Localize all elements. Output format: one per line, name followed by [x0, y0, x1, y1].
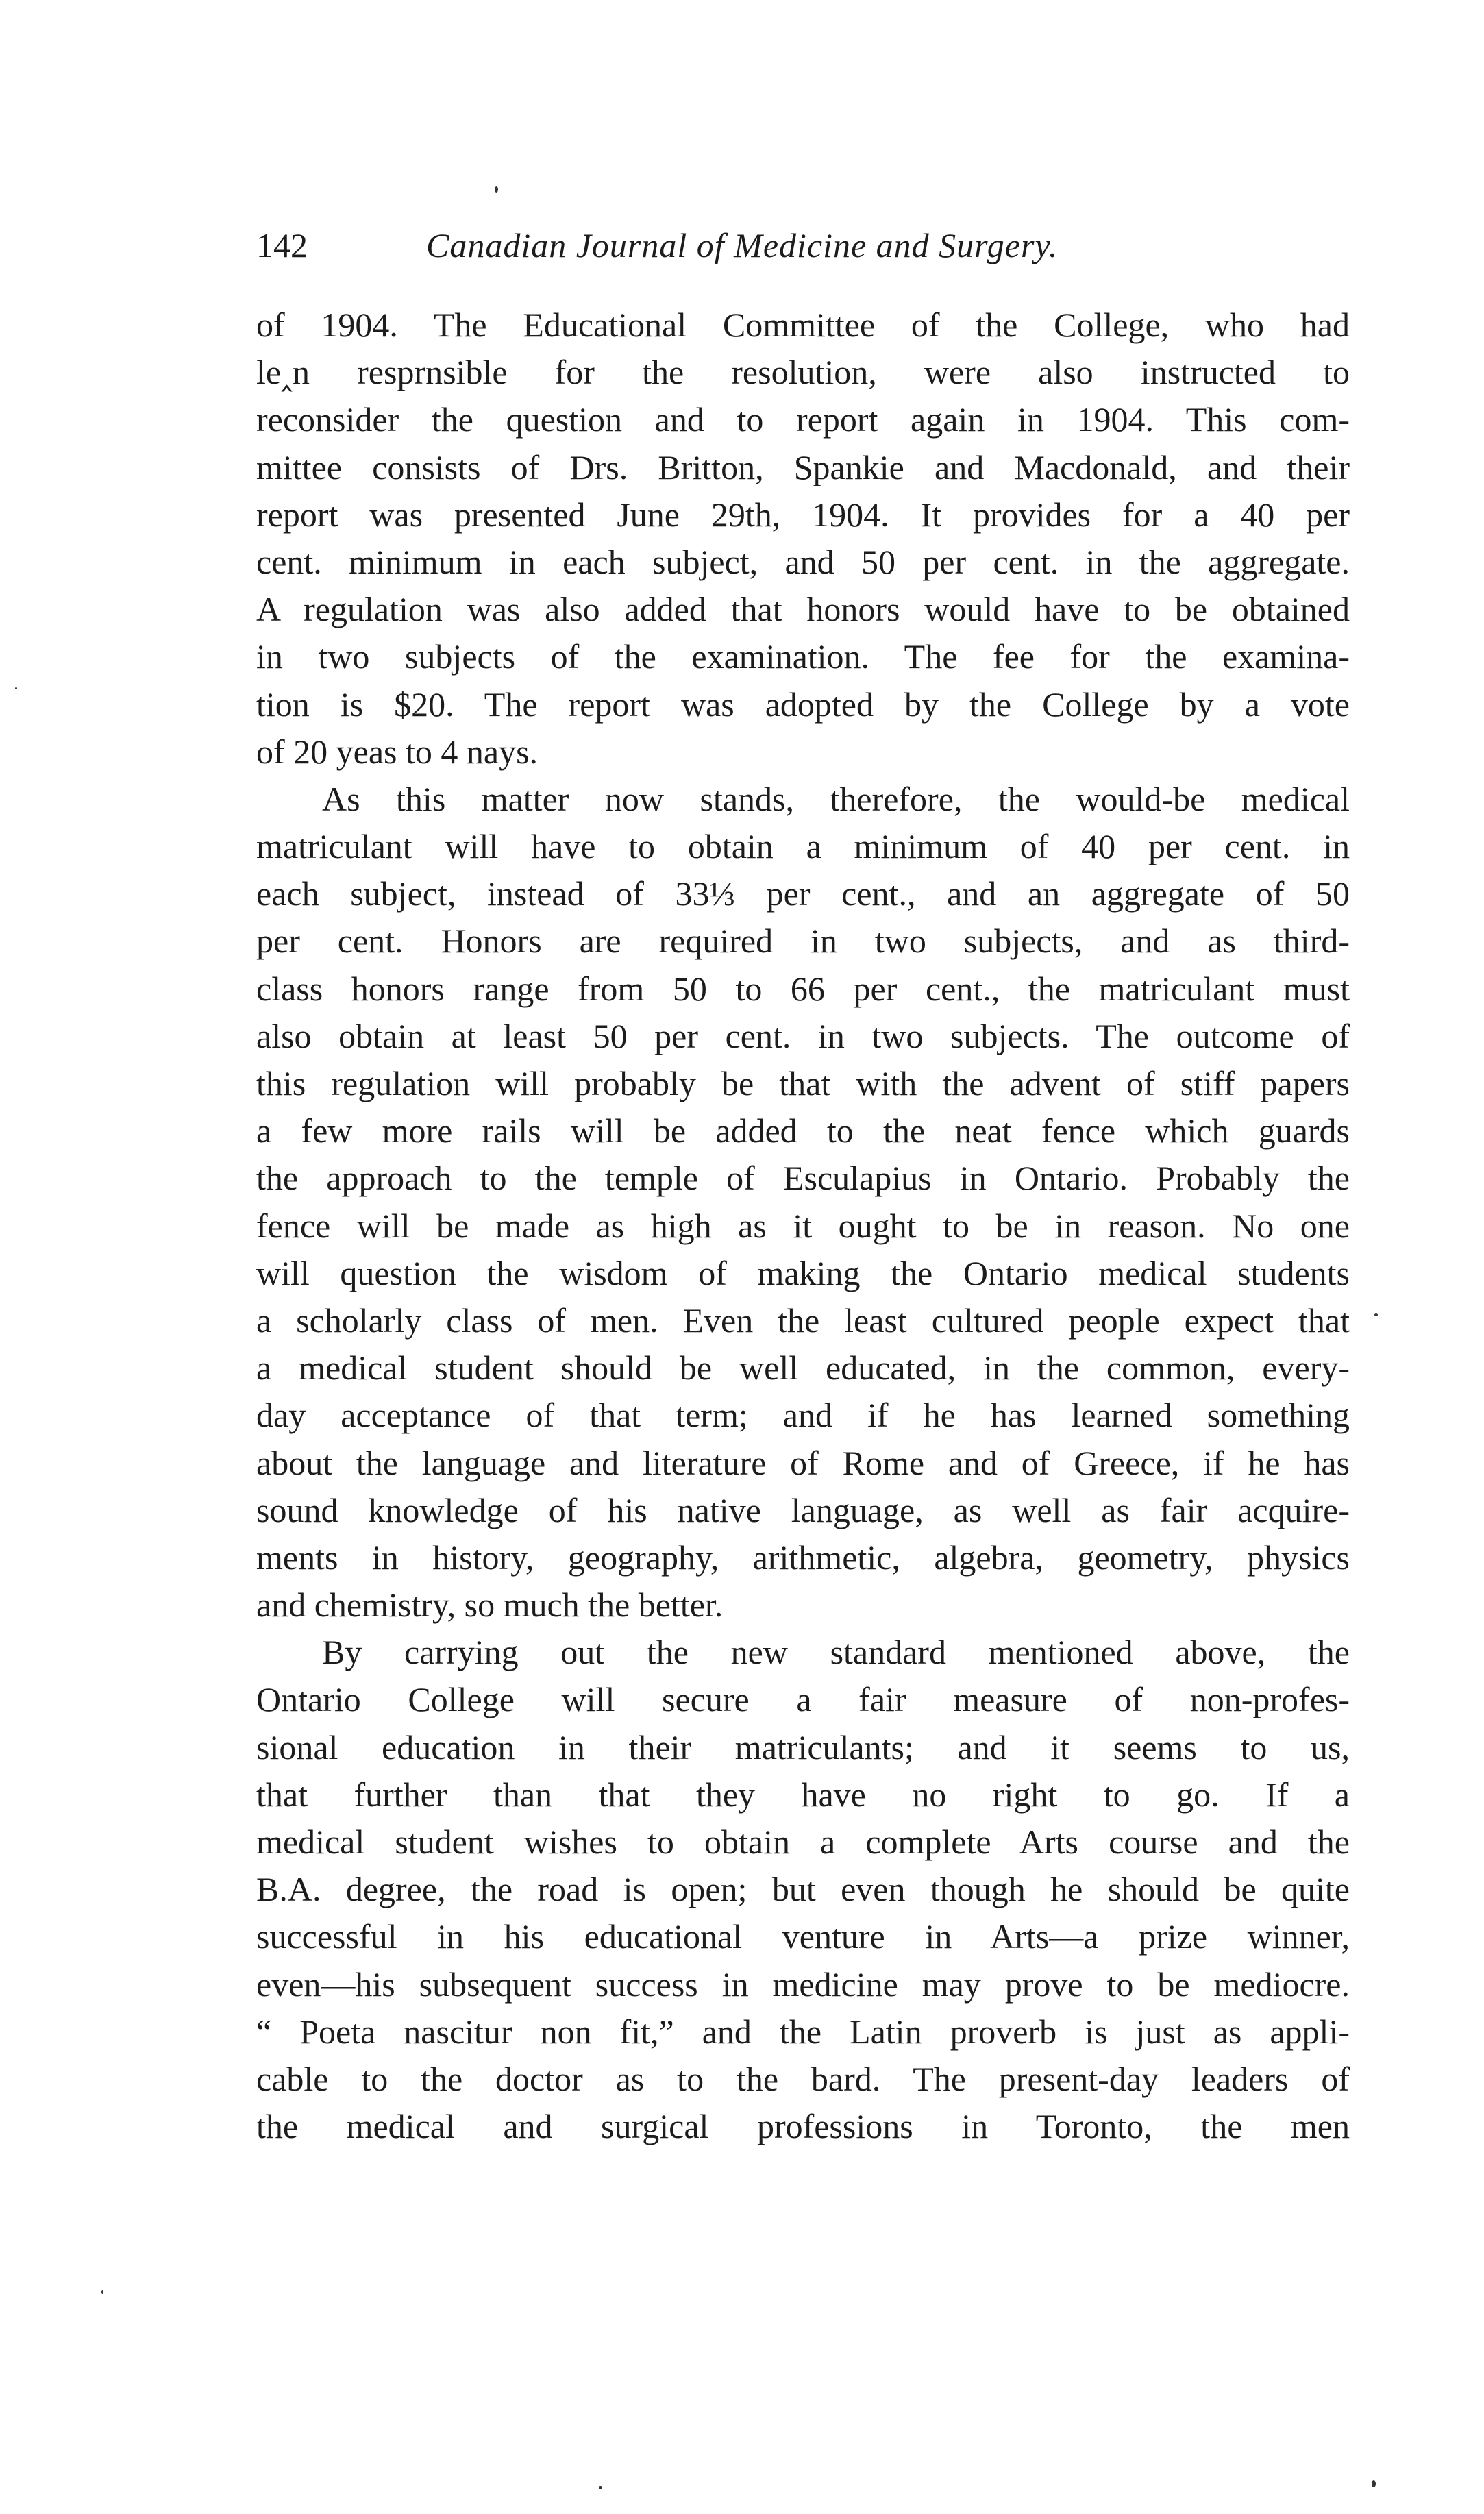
- text-line: medical student wishes to obtain a complete Arts course and the: [256, 1823, 1350, 1861]
- text-line: By carrying out the new standard mentioned above, the: [322, 1633, 1350, 1672]
- text-line: of 1904. The Educational Committee of the College, who had: [256, 306, 1350, 344]
- text-line: successful in his educational venture in Arts—a prize winner,: [256, 1917, 1350, 1956]
- text-line: the approach to the temple of Esculapius in Ontario. Probably the: [256, 1159, 1350, 1198]
- text-line: each subject, instead of 33⅓ per cent., and an aggregate of 50: [256, 874, 1350, 913]
- text-line: that further than that they have no right to go. If a: [256, 1775, 1350, 1814]
- text-line: Ontario College will secure a fair measure of non-profes-: [256, 1680, 1350, 1719]
- text-line: As this matter now stands, therefore, the would-be medical: [322, 779, 1350, 818]
- text-line: day acceptance of that term; and if he has learned something: [256, 1396, 1350, 1435]
- text-line: reconsider the question and to report again in 1904. This com-: [256, 400, 1350, 439]
- text-line: B.A. degree, the road is open; but even though he should be quite: [256, 1870, 1350, 1909]
- scan-speck: [15, 687, 17, 689]
- text-line: a scholarly class of men. Even the least cultured people expect that: [256, 1301, 1350, 1340]
- text-line: mittee consists of Drs. Britton, Spankie and Macdonald, and their: [256, 447, 1350, 486]
- text-line: the medical and surgical professions in Toronto, the men: [256, 2107, 1350, 2146]
- scan-speck: [1372, 2480, 1376, 2487]
- text-line: also obtain at least 50 per cent. in two subjects. The outcome of: [256, 1016, 1350, 1055]
- text-line: matriculant will have to obtain a minimum of 40 per cent. in: [256, 827, 1350, 866]
- page-number: 142: [256, 226, 308, 264]
- text-line: tion is $20. The report was adopted by the College by a vote: [256, 685, 1350, 724]
- text-line: per cent. Honors are required in two subjects, and as third-: [256, 922, 1350, 961]
- text-line: will question the wisdom of making the Ontario medical students: [256, 1253, 1350, 1292]
- text-line: of 20 yeas to 4 nays.: [256, 732, 539, 771]
- text-line: sional education in their matriculants; and it seems to us,: [256, 1727, 1350, 1766]
- text-line: this regulation will probably be that with the advent of stiff papers: [256, 1064, 1350, 1102]
- text-line: about the language and literature of Rome and of Greece, if he has: [256, 1443, 1350, 1482]
- text-line: sound knowledge of his native language, as well as fair acquire-: [256, 1490, 1350, 1529]
- text-line: ments in history, geography, arithmetic, algebra, geometry, physics: [256, 1538, 1350, 1577]
- text-line: in two subjects of the examination. The fee for the examina-: [256, 637, 1350, 676]
- text-line: a few more rails will be added to the neat fence which guards: [256, 1111, 1350, 1150]
- scan-speck: [1374, 1313, 1378, 1316]
- text-line: cable to the doctor as to the bard. The present-day leaders of: [256, 2059, 1350, 2098]
- scan-speck: [101, 2290, 103, 2294]
- page-header: [256, 218, 1350, 273]
- text-line: le‸n resprnsible for the resolution, were also instructed to: [256, 353, 1350, 392]
- text-line: class honors range from 50 to 66 per cent., the matriculant must: [256, 969, 1350, 1008]
- scan-speck: [495, 186, 498, 193]
- text-line: fence will be made as high as it ought to be in reason. No one: [256, 1206, 1350, 1245]
- text-line: A regulation was also added that honors would have to be obtained: [256, 590, 1350, 629]
- text-line: cent. minimum in each subject, and 50 per cent. in the aggregate.: [256, 542, 1350, 581]
- text-line: and chemistry, so much the better.: [256, 1586, 724, 1625]
- running-head: Canadian Journal of Medicine and Surgery.: [426, 226, 1059, 264]
- text-line: a medical student should be well educated, in the common, every-: [256, 1348, 1350, 1388]
- text-line: report was presented June 29th, 1904. It provides for a 40 per: [256, 495, 1350, 534]
- article-body: [256, 301, 1350, 2150]
- text-line: even—his subsequent success in medicine may prove to be mediocre.: [256, 1964, 1350, 2004]
- scan-speck: [599, 2486, 602, 2489]
- text-line: “ Poeta nascitur non fit,” and the Latin proverb is just as appli-: [256, 2012, 1350, 2051]
